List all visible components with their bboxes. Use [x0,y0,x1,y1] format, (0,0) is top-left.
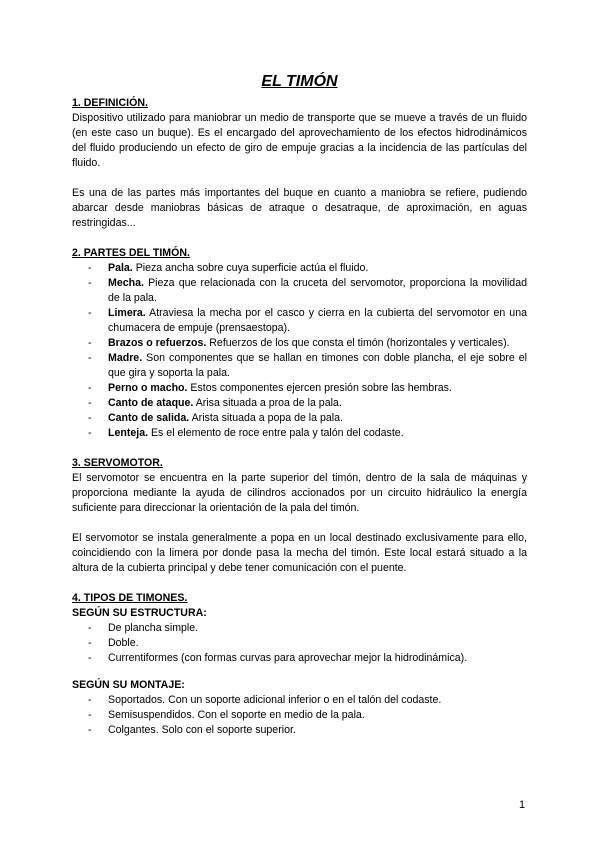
paragraph-servomotor-1: El servomotor se encuentra en la parte superior del timón, dentro de la sala de máquinas y proporciona mediante la ayuda de cilindros accionados por un circuito hidráulico la energía suficiente para direccionar la orientación de la pala del timón. [72,472,527,514]
list-item: - Madre. Son componentes que se hallan en timones con doble plancha, el eje sobre el que gira y soporta la pala. [88,352,527,379]
subheading-montaje: SEGÚN SU MONTAJE: [72,679,185,691]
list-item: - De plancha simple. [88,622,199,634]
document-title: EL TIMÓN [261,73,338,90]
list-item: - Perno o macho. Estos componentes ejercen presión sobre las hembras. [88,382,452,394]
list-item: - Soportados. Con un soporte adicional inferior o en el talón del codaste. [88,694,442,706]
paragraph-definicion-2: Es una de las partes más importantes del buque en cuanto a maniobra se refiere, pudiendo abarcar desde maniobras básicas de atraque o desatraque, de aproximación, en aguas restringidas... [72,187,527,229]
list-item: - Semisuspendidos. Con el soporte en medio de la pala. [88,709,365,721]
list-item: - Mecha. Pieza que relacionada con la cruceta del servomotor, proporciona la movilidad de la pala. [88,277,527,304]
heading-definicion: 1. DEFINICIÓN. [72,97,148,109]
list-item: - Lenteja. Es el elemento de roce entre pala y talón del codaste. [88,427,404,439]
paragraph-definicion-1: Dispositivo utilizado para maniobrar un medio de transporte que se mueve a través de un fluido (en este caso un buque). Es el encargado del aprovechamiento de los efectos hidrodinámicos del fluido produciendo un efecto de giro de empuje gracias a la incidencia de las partículas del fluido. [72,112,527,169]
page-number: 1 [519,799,526,811]
partes-list [72,261,527,441]
list-item: - Colgantes. Solo con el soporte superior. [88,724,296,736]
list-item: - Pala. Pieza ancha sobre cuya superficie actúa el fluido. [88,262,369,274]
heading-servomotor: 3. SERVOMOTOR. [72,457,163,469]
paragraph-servomotor-2: El servomotor se instala generalmente a popa en un local destinado exclusivamente para ello, coincidiendo con la limera por donde pasa la mecha del timón. Este local estará situado a la altura de la cubierta principal y debe tener comunicación con el puente. [72,532,527,574]
list-item: - Currentiformes (con formas curvas para aprovechar mejor la hidrodinámica). [88,652,468,664]
list-item: - Doble. [88,637,139,649]
list-item: - Limera. Atraviesa la mecha por el casco y cierra en la cubierta del servomotor en una chumacera de empuje (prensaestopa). [88,307,527,334]
list-item: - Canto de ataque. Arisa situada a proa de la pala. [88,397,342,409]
heading-tipos: 4. TIPOS DE TIMONES. [72,592,188,604]
montaje-list [72,693,527,738]
subheading-estructura: SEGÚN SU ESTRUCTURA: [72,607,207,619]
list-item: - Brazos o refuerzos. Refuerzos de los que consta el timón (horizontales y verticales). [88,337,510,349]
document-page [72,70,527,738]
heading-partes: 2. PARTES DEL TIMÓN. [72,247,190,259]
list-item: - Canto de salida. Arista situada a popa de la pala. [88,412,343,424]
estructura-list [72,621,527,666]
